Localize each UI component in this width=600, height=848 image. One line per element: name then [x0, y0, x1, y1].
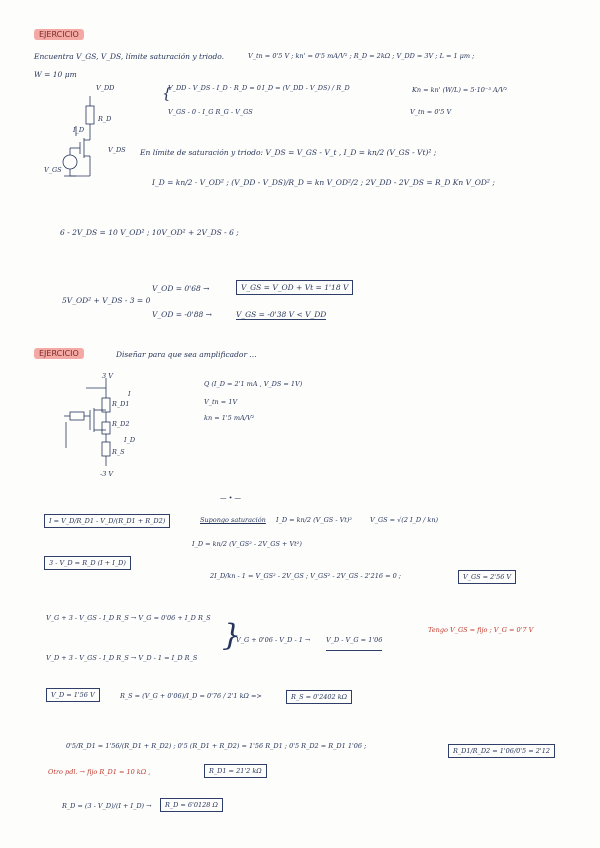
ex2-rs-eq: R_S = (V_G + 0'06)/I_D = 0'76 / 2'1 kΩ =>	[120, 692, 262, 700]
ex1-eq3: 6 - 2V_DS = 10 V_OD² ; 10V_OD² + 2V_DS - 6 ;	[60, 228, 239, 237]
ex2-id-expand: I_D = kn/2 (V_GS² - 2V_GS + Vt²)	[192, 540, 302, 548]
ex2-l1: V_G + 3 - V_GS - I_D R_S → V_G = 0'06 + I_D R_S	[46, 614, 211, 622]
ex2-red-other: Otro pdl. → fijo R_D1 = 10 kΩ ,	[48, 768, 151, 776]
ex2-l3: V_G + 0'06 - V_D - 1 →	[236, 636, 311, 644]
ex1-statement-w: W = 10 μm	[34, 70, 77, 79]
ex1-id-label: I_D	[73, 126, 85, 134]
ex1-eq4: 5V_OD² + V_DS - 3 = 0	[62, 296, 151, 305]
ex2-statement: Diseñar para que sea amplificador ...	[116, 350, 257, 359]
ex2-vd-box: V_D = 1'56 V	[46, 688, 100, 702]
ex2-div1: 0'5/R_D1 = 1'56/(R_D1 + R_D2) ; 0'5 (R_D1 + R_D2) = 1'56 R_D1 ; 0'5 R_D2 = R_D1 1'06 ;	[66, 742, 367, 750]
ex1-vds-label: V_DS	[108, 146, 126, 154]
ex1-sol2-box: V_GS = -0'38 V < V_DD	[236, 310, 327, 319]
ex2-circuit	[56, 372, 156, 472]
ex2-3v-label: 3 V	[102, 372, 113, 380]
ex1-vtn: V_tn = 0'5 V	[410, 108, 452, 116]
ex2-sat-label: Supongo saturación	[200, 516, 266, 524]
ex1-params: V_tn = 0'5 V ; kn' = 0'5 mA/V² ; R_D = 2kΩ ; V_DD = 3V ; L = 1 μm ;	[248, 52, 475, 60]
ex2-vgs-box: V_GS = 2'56 V	[458, 570, 516, 584]
ex1-id-eq: I_D = (V_DD - V_DS) / R_D	[262, 84, 350, 92]
ex2-l3-box: V_D - V_G = 1'06	[326, 636, 382, 651]
ex2-quad: 2I_D/kn - 1 = V_GS² - 2V_GS ; V_GS² - 2V_GS - 2'216 = 0 ;	[210, 572, 401, 580]
ex1-vgs-label: V_GS	[44, 166, 62, 174]
ex2-div-box: R_D1/R_D2 = 1'06/0'5 = 2'12	[448, 744, 555, 758]
ex1-statement: Encuentra V_GS, V_DS, límite saturación y triodo.	[34, 52, 225, 61]
ex2-vgs-eq: V_GS = √(2 I_D / kn)	[370, 516, 439, 524]
ex1-sys-eq1: V_DD - V_DS - I_D · R_D = 0	[168, 84, 261, 92]
ex2-kn: kn = 1'5 mA/V²	[204, 414, 255, 422]
ex1-rd-label: R_D	[98, 115, 112, 123]
ex2-rd2-box: R_D1 = 21'2 kΩ	[204, 764, 267, 778]
ex1-sol2: V_OD = -0'88 →	[152, 310, 212, 319]
ex2-i-label: I	[128, 390, 131, 398]
ex2-id-label: I_D	[124, 436, 136, 444]
ex1-vdd-label: V_DD	[96, 84, 115, 92]
ex2-rd2-label: R_D2	[112, 420, 130, 428]
ex1-limit: En límite de saturación y triodo: V_DS = V_GS - V_t , I_D = kn/2 (V_GS - Vt)² ;	[140, 148, 437, 157]
ex2-neg3v-label: -3 V	[100, 470, 114, 478]
brace-2: }	[222, 618, 242, 653]
ex1-kn: Kn = kn' (W/L) = 5·10⁻³ A/V²	[412, 86, 508, 94]
ex2-rd-box: R_D = 6'0128 Ω	[160, 798, 223, 812]
ex2-rs-box: R_S = 0'2402 kΩ	[286, 690, 352, 704]
ex2-divider: — • —	[220, 494, 241, 502]
ex2-rd-eq: R_D = (3 - V_D)/(I + I_D) →	[62, 802, 152, 810]
exercise-2-tag: EJERCICIO	[34, 348, 84, 359]
ex2-red-note: Tengo V_GS = fijo ; V_G = 0'7 V	[428, 626, 534, 634]
ex2-sat-eq: I_D = kn/2 (V_GS - Vt)²	[276, 516, 353, 524]
brace: {	[162, 84, 172, 102]
ex1-sys-eq2: V_GS - 0 - I_G R_G - V_GS	[168, 108, 253, 116]
ex2-box-i: I = V_D/R_D1 - V_D/(R_D1 + R_D2)	[44, 514, 170, 528]
ex1-sol1: V_OD = 0'68 →	[152, 284, 210, 293]
ex2-box-3v: 3 - V_D = R_D (I + I_D)	[44, 556, 131, 570]
ex2-l2: V_D + 3 - V_GS - I_D R_S → V_D - 1 = I_D R_S	[46, 654, 198, 662]
ex2-rd1-label: R_D1	[112, 400, 130, 408]
ex2-vtn: V_tn = 1V	[204, 398, 238, 406]
ex1-eq2: I_D = kn/2 · V_OD² ; (V_DD - V_DS)/R_D = kn V_OD²/2 ; 2V_DD - 2V_DS = R_D Kn V_OD² ;	[152, 178, 495, 187]
exercise-1-tag: EJERCICIO	[34, 29, 84, 40]
ex1-sol1-box: V_GS = V_OD + Vt = 1'18 V	[236, 280, 353, 295]
ex2-rs-label: R_S	[112, 448, 125, 456]
ex2-q: Q (I_D = 2'1 mA , V_DS = 1V)	[204, 380, 303, 388]
